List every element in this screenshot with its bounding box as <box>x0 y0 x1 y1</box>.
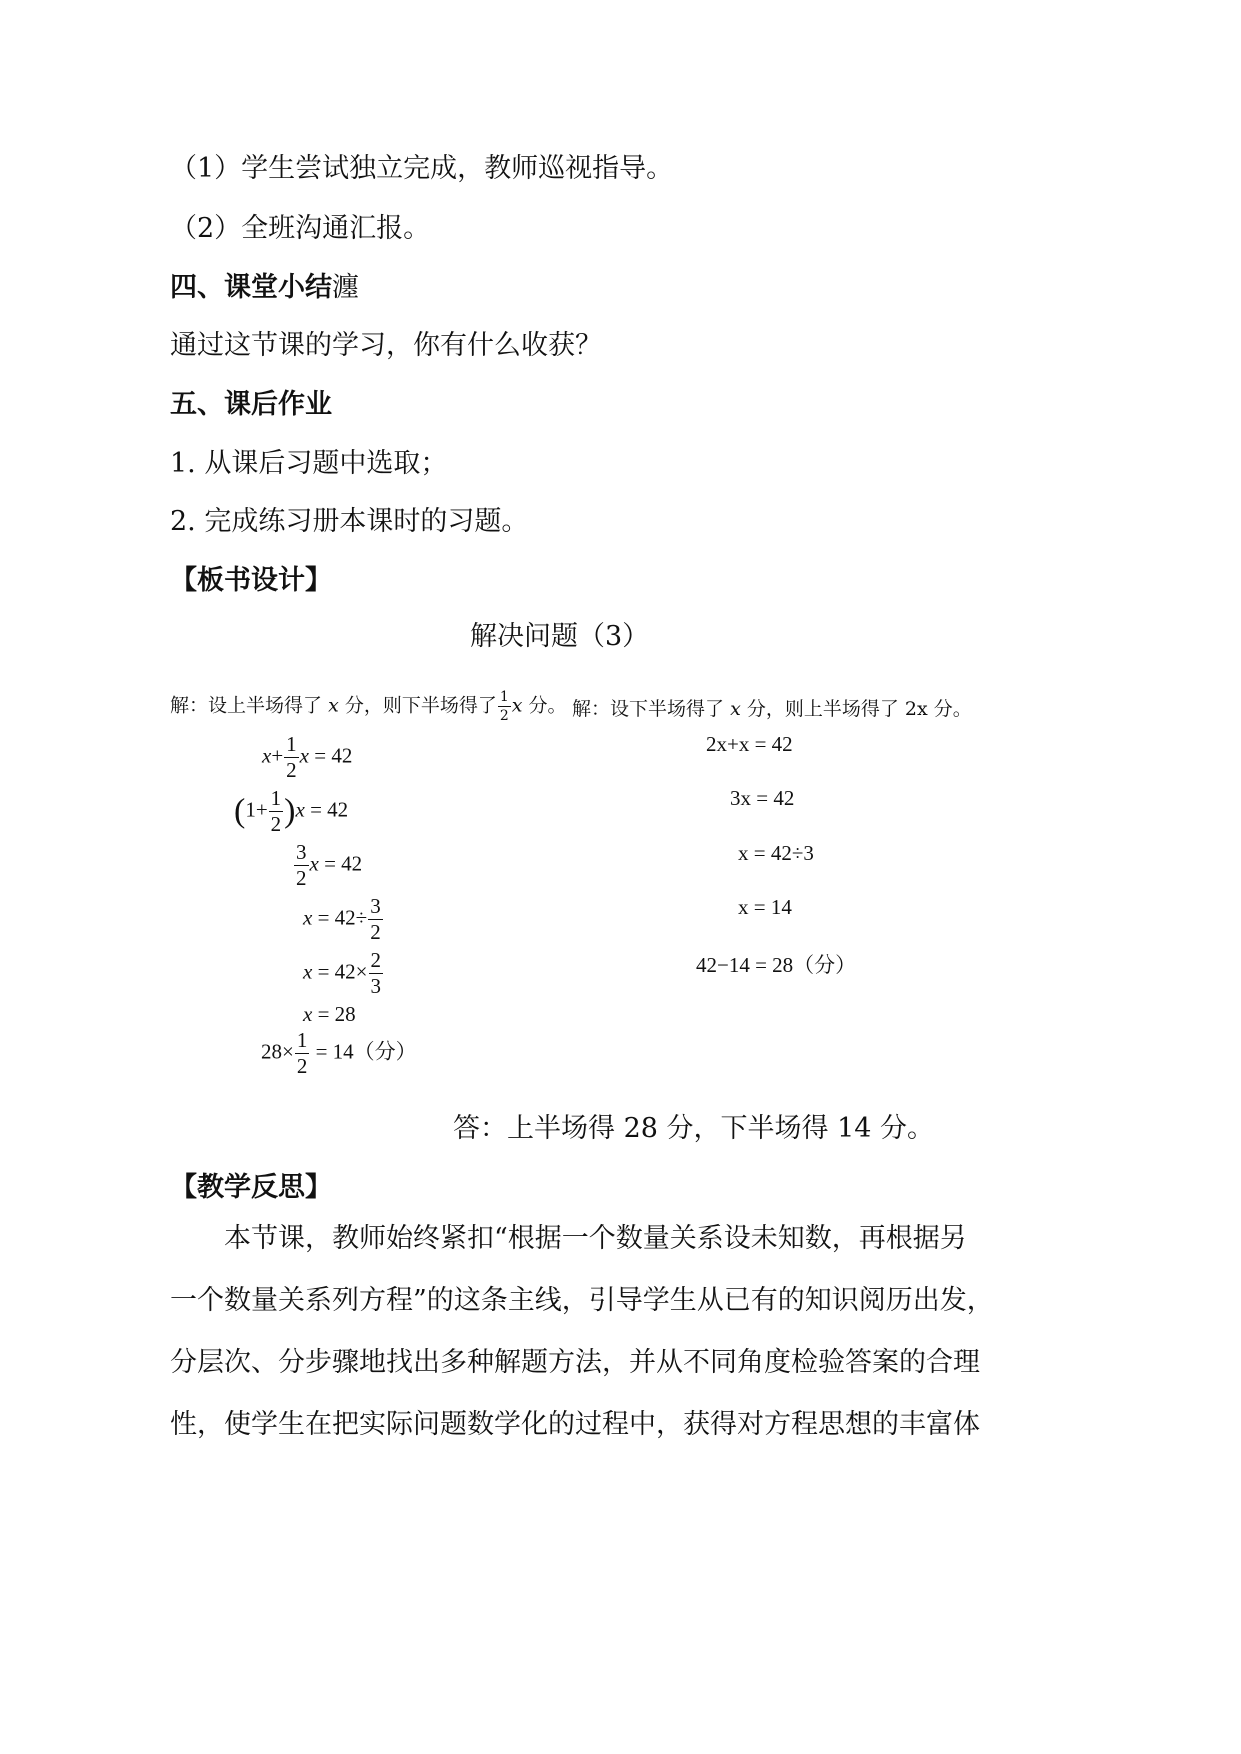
left-setup <box>170 690 567 723</box>
fraction-denominator: 2 <box>296 1054 308 1078</box>
fraction-denominator: 2 <box>499 708 509 724</box>
board-answer: 答：上半场得 28 分，下半场得 14 分。 <box>453 1113 935 1144</box>
fraction-three-halves <box>368 896 383 943</box>
fraction-numerator: 2 <box>370 948 382 972</box>
left-eq-6-rhs: = 28 <box>317 1002 356 1026</box>
fraction-denominator: 2 <box>286 758 297 782</box>
right-paren: ) <box>284 792 296 830</box>
right-eq-5: 42−14 = 28（分） <box>696 953 857 977</box>
right-setup-b: 分，则上半场得了 <box>746 698 899 720</box>
right-eq-1: 2x+x = 42 <box>706 732 793 756</box>
fraction-denominator: 2 <box>370 920 381 944</box>
left-eq-7 <box>261 1030 417 1077</box>
var-x: x <box>299 743 309 768</box>
fraction-half <box>284 734 299 781</box>
left-paren: ( <box>234 792 246 830</box>
fraction-numerator: 1 <box>499 689 509 705</box>
left-eq-3 <box>293 842 362 889</box>
var-x: x <box>303 959 313 984</box>
reflection-line-1: 本节课，教师始终紧扣“根据一个数量关系设未知数，再根据另 <box>224 1223 967 1254</box>
left-eq-2-one: 1+ <box>245 797 268 822</box>
var-x: x <box>303 905 313 930</box>
fraction-denominator: 3 <box>370 974 382 998</box>
homework-item-2: 2. 完成练习册本课时的习题。 <box>170 506 529 537</box>
fraction-numerator: 1 <box>286 732 297 756</box>
var-x: x <box>262 743 272 768</box>
board-title: 解决问题（3） <box>470 621 650 652</box>
right-eq-4: x = 14 <box>738 895 792 919</box>
step-1: （1）学生尝试独立完成，教师巡视指导。 <box>170 153 674 184</box>
var-x: x <box>309 851 319 876</box>
reflection-line-2: 一个数量关系列方程”的这条主线，引导学生从已有的知识阅历出发， <box>170 1285 994 1316</box>
left-eq-3-rhs: = 42 <box>324 851 363 876</box>
fraction-three-halves <box>294 842 309 889</box>
left-eq-7-rhs: = 14（分） <box>315 1039 417 1064</box>
homework-item-1: 1. 从课后习题中选取； <box>170 448 448 479</box>
right-eq-2: 3x = 42 <box>730 786 795 810</box>
reflection-line-4: 性，使学生在把实际问题数学化的过程中，获得对方程思想的丰富体 <box>170 1409 980 1440</box>
reflection-line-3: 分层次、分步骤地找出多种解题方法，并从不同角度检验答案的合理 <box>170 1347 980 1378</box>
left-setup-fraction <box>498 690 511 723</box>
section-4-heading-extra: 瀍 <box>332 272 359 303</box>
fraction-half <box>269 788 284 835</box>
left-eq-4-lhs: = 42÷ <box>317 905 368 930</box>
right-eq-3: x = 42÷3 <box>738 841 814 865</box>
left-setup-b: 分，则下半场得了 <box>344 694 497 717</box>
fraction-denominator: 2 <box>296 866 307 890</box>
left-setup-var: x <box>328 694 339 717</box>
board-design-label: 【板书设计】 <box>170 565 332 596</box>
reflection-label: 【教学反思】 <box>170 1172 332 1203</box>
left-eq-7-lhs: 28× <box>261 1039 294 1064</box>
var-x: x <box>295 797 305 822</box>
left-eq-6 <box>303 1002 356 1027</box>
left-eq-5 <box>303 950 384 997</box>
fraction-numerator: 1 <box>270 786 282 810</box>
fraction-numerator: 3 <box>296 840 307 864</box>
right-setup <box>572 694 972 721</box>
left-eq-4 <box>303 896 384 943</box>
left-eq-2-rhs: = 42 <box>310 797 349 822</box>
left-eq-1-rhs: = 42 <box>314 743 353 768</box>
section-4-heading <box>170 265 359 304</box>
left-eq-2 <box>234 788 348 835</box>
right-setup-var-2: 2x <box>904 698 928 720</box>
left-eq-1: x+ $\frac{1}{2}$ x = 42 <box>262 732 353 782</box>
section-4-text: 通过这节课的学习，你有什么收获？ <box>170 330 602 361</box>
left-setup-var-2: x <box>511 694 523 717</box>
right-setup-a: 解：设下半场得了 <box>572 698 725 720</box>
fraction-two-thirds <box>369 950 384 997</box>
fraction-numerator: 3 <box>370 894 381 918</box>
right-setup-var: x <box>730 698 741 720</box>
section-5-heading: 五、课后作业 <box>170 389 332 420</box>
var-x: x <box>303 1002 313 1026</box>
left-setup-a: 解：设上半场得了 <box>170 694 323 717</box>
reflection-text <box>170 1208 1062 1456</box>
fraction-denominator: 2 <box>270 812 282 836</box>
step-2: （2）全班沟通汇报。 <box>170 213 431 244</box>
fraction-numerator: 1 <box>296 1028 308 1052</box>
left-eq-5-lhs: = 42× <box>317 959 368 984</box>
fraction-half <box>295 1030 310 1077</box>
left-setup-c: 分。 <box>528 694 567 717</box>
right-setup-c: 分。 <box>933 698 972 720</box>
section-4-heading-text: 四、课堂小结 <box>170 272 332 303</box>
